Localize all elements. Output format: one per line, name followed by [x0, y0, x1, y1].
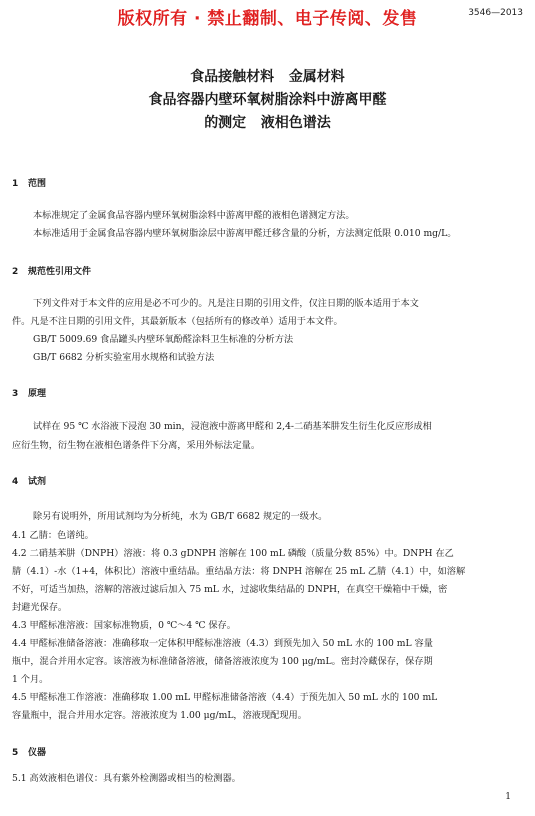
title-line-1: 食品接触材料 金属材料: [190, 69, 345, 85]
paragraph-line: 不好，可适当加热，溶解的溶液过滤后加入 75 mL 水，过滤收集结晶的 DNPH，在真空干燥箱中干燥，密: [12, 584, 448, 595]
paragraph-line: 除另有说明外，所用试剂均为分析纯，水为 GB/T 6682 规定的一级水。: [33, 511, 328, 522]
paragraph-line: 试样在 95 ℃ 水浴液下浸泡 30 min，浸泡液中游离甲醛和 2,4-二硝基苯肼发生衍生化反应形成相: [33, 421, 432, 432]
page-number: 1: [505, 792, 511, 802]
section-heading-scope: 1 范围: [12, 179, 47, 189]
standard-number: 3546—2013: [468, 8, 523, 18]
reference-item: GB/T 6682 分析实验室用水规格和试验方法: [33, 352, 215, 363]
section-heading-reagents: 4 试剂: [12, 477, 47, 487]
section-heading-references: 2 规范性引用文件: [12, 267, 92, 277]
paragraph-line: 1 个月。: [12, 674, 49, 685]
reference-item: GB/T 5009.69 食品罐头内壁环氧酚醛涂料卫生标准的分析方法: [33, 334, 294, 345]
section-heading-instruments: 5 仪器: [12, 748, 47, 758]
paragraph-line: 本标准适用于金属食品容器内壁环氧树脂涂层中游离甲醛迁移含量的分析，方法测定低限 0.010 mg/L。: [33, 228, 457, 239]
paragraph-line: 封避光保存。: [12, 602, 68, 613]
copyright-watermark: 版权所有 · 禁止翻制、电子传阅、发售: [117, 9, 418, 29]
title-line-3: 的测定 液相色谱法: [204, 115, 331, 131]
paragraph-line: 容量瓶中，混合并用水定容。溶液浓度为 1.00 μg/mL，溶液现配现用。: [12, 710, 307, 721]
reagent-item: 4.2 二硝基苯肼（DNPH）溶液：将 0.3 gDNPH 溶解在 100 mL 磷酸（质量分数 85%）中。DNPH 在乙: [12, 548, 454, 559]
paragraph-line: 腈（4.1）-水（1+4，体积比）溶液中重结晶。重结晶方法：将 DNPH 溶解在 25 mL 乙腈（4.1）中，如溶解: [12, 566, 466, 577]
reagent-item: 4.4 甲醛标准储备溶液：准确移取一定体积甲醛标准溶液（4.3）到预先加入 50 mL 水的 100 mL 容量: [12, 638, 433, 649]
paragraph-line: 瓶中，混合并用水定容。该溶液为标准储备溶液，储备溶液浓度为 100 μg/mL。密封冷藏保存，保存期: [12, 656, 433, 667]
section-heading-principle: 3 原理: [12, 389, 47, 399]
paragraph-line: 本标准规定了金属食品容器内壁环氧树脂涂料中游离甲醛的液相色谱测定方法。: [33, 210, 355, 221]
instrument-item: 5.1 高效液相色谱仪：具有紫外检测器或相当的检测器。: [12, 773, 241, 784]
paragraph-line: 件。凡是不注日期的引用文件，其最新版本（包括所有的修改单）适用于本文件。: [12, 316, 343, 327]
paragraph-line: 下列文件对于本文件的应用是必不可少的。凡是注日期的引用文件，仅注日期的版本适用于本文: [33, 298, 419, 309]
reagent-item: 4.3 甲醛标准溶液：国家标准物质，0 ℃～4 ℃ 保存。: [12, 620, 236, 631]
paragraph-line: 应衍生物，衍生物在液相色谱条件下分离，采用外标法定量。: [12, 440, 261, 451]
title-line-2: 食品容器内壁环氧树脂涂料中游离甲醛: [148, 92, 387, 108]
reagent-item: 4.5 甲醛标准工作溶液：准确移取 1.00 mL 甲醛标准储备溶液（4.4）于预先加入 50 mL 水的 100 mL: [12, 692, 438, 703]
reagent-item: 4.1 乙腈：色谱纯。: [12, 530, 94, 541]
